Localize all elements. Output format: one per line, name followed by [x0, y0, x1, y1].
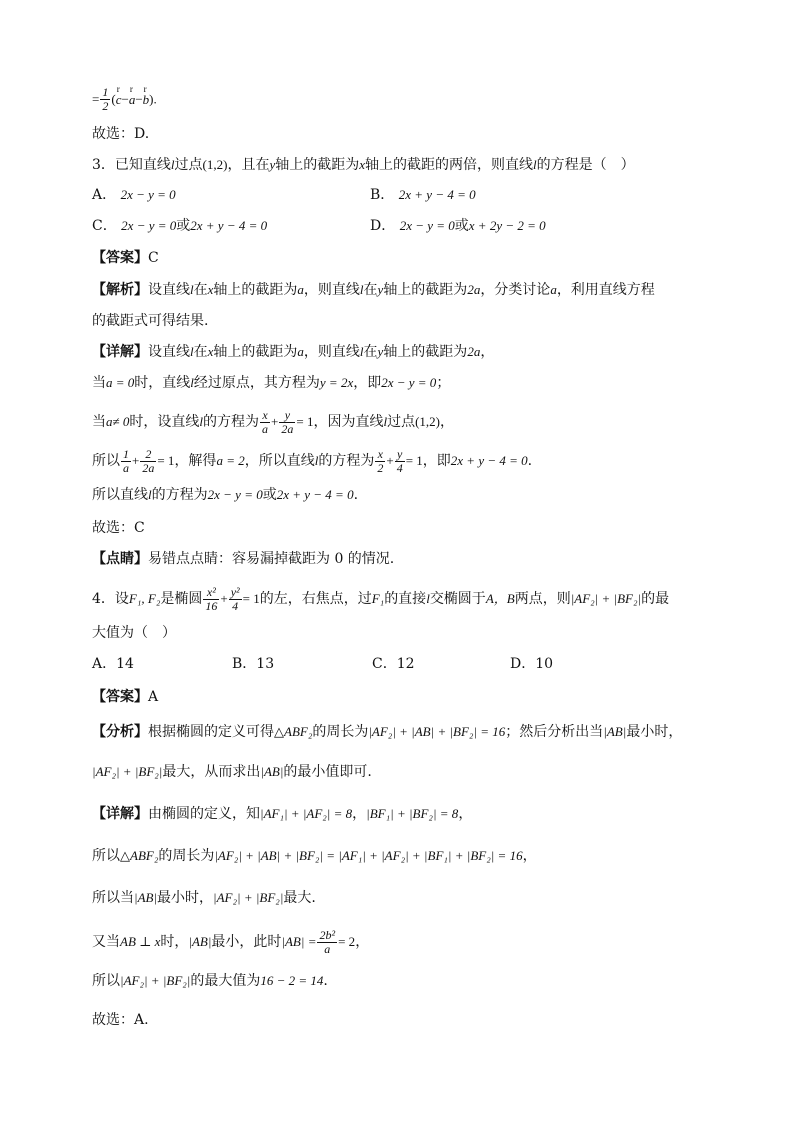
q3-option-b: B． 2x + y − 4 = 0	[370, 187, 476, 203]
q4-detail-line-3: 所以当|AB|最小时，|AF₂| + |BF₂|最大.	[92, 890, 316, 906]
fraction-half: $\frac{1}{2}$	[102, 85, 109, 113]
q4-detail-line-5: 所以|AF₂| + |BF₂|的最大值为16 − 2 = 14.	[92, 973, 328, 989]
q3-analysis-line-1: 【解析】设直线l在x轴上的截距为a，则直线l在y轴上的截距为2a，分类讨论a，利用直线方程	[92, 282, 655, 298]
choose-d: 故选：D.	[92, 126, 150, 142]
q4-analysis-line-1: 【分析】根据椭圆的定义可得△ABF₂的周长为|AF₂| + |AB| + |BF₂| = 16；然后分析出当|AB|最小时，	[92, 724, 683, 740]
q4-option-a: A．14	[92, 656, 134, 672]
q3-detail-line-3: 当a≠ 0时，设直线l的方程为 $\frac{x}{a}$ + $\frac{y}{2a}$ = 1，因为直线l过点(1,2)，	[92, 407, 454, 436]
q3-option-a: A． 2x − y = 0	[92, 187, 176, 203]
q3-detail-line-1: 【详解】设直线l在x轴上的截距为a，则直线l在y轴上的截距为2a，	[92, 344, 495, 360]
q3-detail-line-4: 所以 $\frac{1}{a}$ + $\frac{2}{2a}$ = 1，解得a = 2，所以直线l的方程为 $\frac{x}{2}$ + $\frac{y}{4}$ = 1，即2x + y − 4 = 0.	[92, 446, 533, 475]
q4-analysis-line-2: |AF₂| + |BF₂|最大，从而求出|AB|的最小值即可.	[92, 764, 372, 780]
q4-detail-line-1: 【详解】由椭圆的定义，知|AF₁| + |AF₂| = 8，|BF₁| + |BF₂| = 8，	[92, 806, 473, 822]
q4-answer: 【答案】A	[92, 689, 159, 705]
q3-answer: 【答案】C	[92, 250, 159, 266]
question-4: 4．设F₁, F₂是椭圆 $\frac{\text{x²}}{16}$ + $\frac{\text{y²}}{4}$ = 1的左，右焦点，过F₁的直接l交椭圆于A，B两点，则|AF₂| + |BF₂|的最	[92, 584, 670, 613]
q4-option-c: C．12	[372, 656, 415, 672]
question-3: 3．已知直线l过点(1,2)，且在y轴上的截距为x轴上的截距的两倍，则直线l的方程是（ ）	[92, 157, 635, 173]
q3-option-c: C． 2x − y = 0或2x + y − 4 = 0	[92, 218, 268, 234]
q3-detail-line-5: 所以直线l的方程为2x − y = 0或2x + y − 4 = 0.	[92, 487, 359, 503]
q3-detail-line-2: 当a = 0时，直线l经过原点，其方程为y = 2x，即2x − y = 0；	[92, 375, 451, 391]
q4-detail-line-2: 所以△ABF₂的周长为|AF₂| + |AB| + |BF₂| = |AF₁| + |AF₂| + |BF₁| + |BF₂| = 16，	[92, 848, 537, 864]
q3-option-d: D． 2x − y = 0或x + 2y − 2 = 0	[370, 218, 546, 234]
choose-a: 故选：A.	[92, 1012, 149, 1028]
q4-detail-line-4: 又当AB ⊥ x时，|AB|最小，此时|AB| = $\frac{\text{2b²}}{a}$ = 2，	[92, 927, 370, 956]
formula-vector-result: = $\frac{1}{2}$ ( r c− r a− r b).	[92, 83, 157, 113]
q3-analysis-line-2: 的截距式可得结果.	[92, 313, 209, 329]
q3-tip: 【点睛】易错点点睛：容易漏掉截距为 0 的情况.	[92, 551, 395, 567]
q4-option-d: D．10	[510, 656, 554, 672]
choose-c: 故选：C	[92, 520, 145, 536]
q4-option-b: B．13	[232, 656, 275, 672]
question-4-line-2: 大值为（ ）	[92, 625, 176, 641]
